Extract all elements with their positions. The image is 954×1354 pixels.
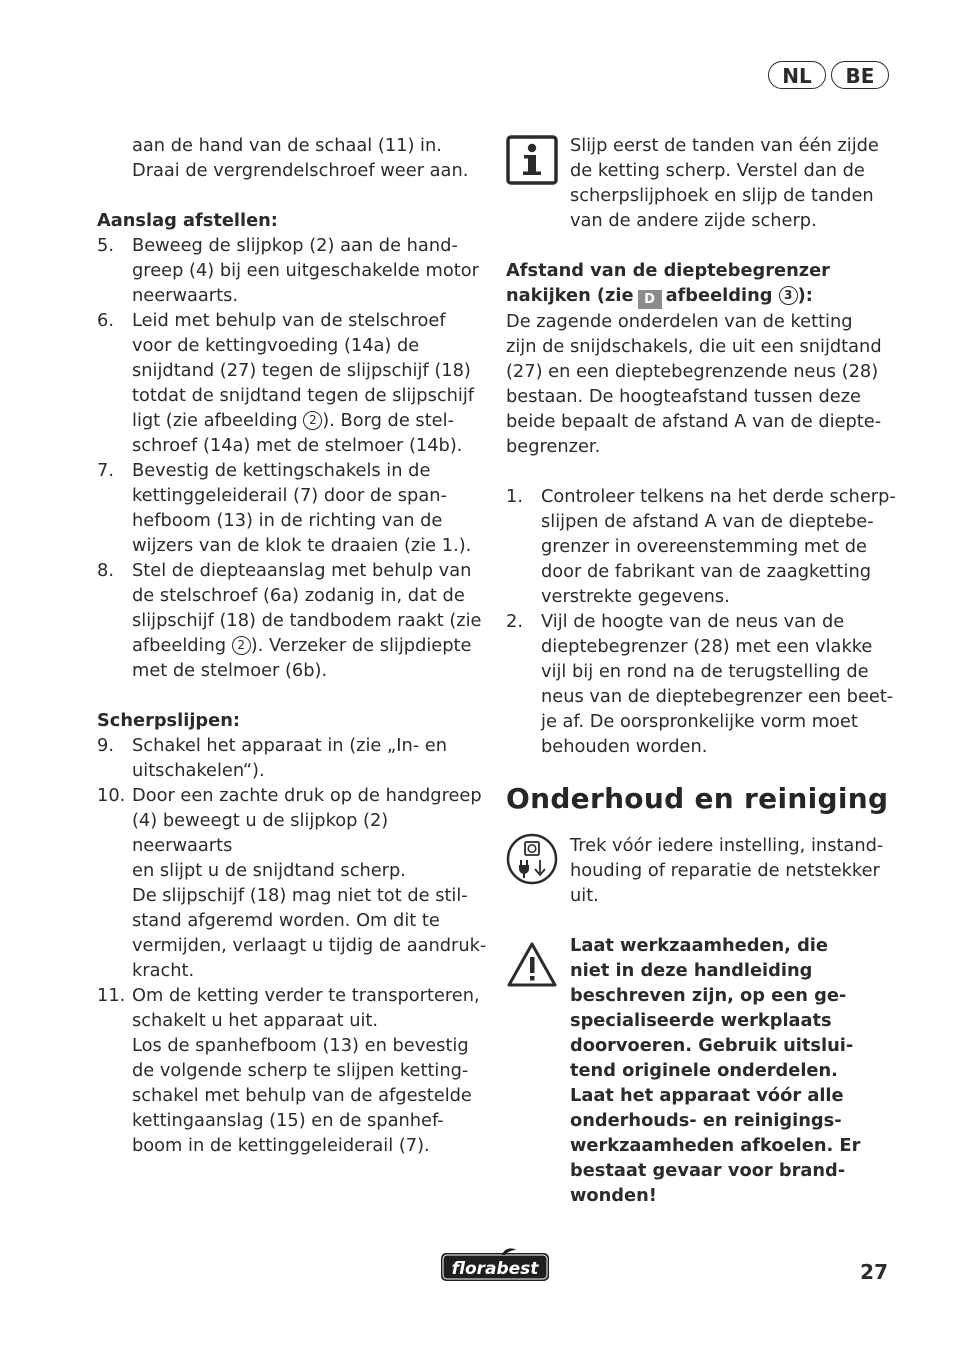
text-line: stand afgeremd worden. Om dit te [132, 910, 440, 931]
warning-icon [506, 933, 570, 996]
text-line: de stelschroef (6a) zodanig in, dat de [132, 585, 465, 606]
text-fragment: ): [797, 285, 813, 306]
text-line: scherpslijphoek en slijp de tanden [570, 185, 874, 206]
text-line: door de fabrikant van de zaagketting [541, 561, 872, 582]
list-item [97, 783, 487, 983]
text-line: uitschakelen“). [132, 760, 265, 781]
text-line: Trek vóór iedere instelling, instand- [570, 835, 884, 856]
step-number: 10. [97, 785, 126, 806]
step-number: 8. [97, 560, 114, 581]
text-line: je af. De oorspronkelijke vorm moet [541, 711, 858, 732]
depth-heading [506, 258, 896, 309]
warning-note [506, 933, 896, 1208]
figure-ref-circle: 3 [779, 286, 798, 305]
text-line: beschreven zijn, op een ge- [570, 985, 847, 1006]
step-number: 5. [97, 235, 114, 256]
text-fragment: ). Verzeker de slijpdiepte [250, 635, 472, 656]
text-line: schakel met behulp van de afgestelde [132, 1085, 472, 1106]
text-line: greep (4) bij een uitgeschakelde motor [132, 260, 479, 281]
text-line: aan de hand van de schaal (11) in. [132, 135, 442, 156]
list-item [97, 458, 487, 558]
sharpen-heading: Scherpslijpen: [97, 710, 240, 731]
text-line: bestaan. De hoogteafstand tussen deze [506, 386, 861, 407]
text-line: begrenzer. [506, 436, 601, 457]
text-fragment: ). Borg de stel- [322, 410, 454, 431]
text-line: slijpen de afstand A van de dieptebe- [541, 511, 874, 532]
figure-page-box: D [638, 290, 662, 309]
stop-heading: Aanslag afstellen: [97, 210, 278, 231]
text-line: kracht. [132, 960, 195, 981]
text-line: en slijpt u de snijdtand scherp. [132, 860, 406, 881]
text-line: tend originele onderdelen. [570, 1060, 838, 1081]
lang-badge-nl: NL [768, 61, 826, 89]
text-line: Om de ketting verder te transporteren, [132, 985, 480, 1006]
step-number: 6. [97, 310, 114, 331]
text-line: uit. [570, 885, 599, 906]
text-line: slijpschijf (18) de tandbodem raakt (zie [132, 610, 482, 631]
text-line: met de stelmoer (6b). [132, 660, 328, 681]
text-line: wijzers van de klok te draaien (zie 1.). [132, 535, 472, 556]
text-line: De zagende onderdelen van de ketting [506, 311, 853, 332]
text-fragment: Afstand van de dieptebegrenzer [506, 260, 830, 281]
text-line: beide bepaalt de afstand A van de diepte- [506, 411, 882, 432]
text-line: Leid met behulp van de stelschroef [132, 310, 446, 331]
left-column [97, 133, 487, 1158]
text-line: verstrekte gegevens. [541, 586, 730, 607]
step-number: 7. [97, 460, 114, 481]
text-line: schakelt u het apparaat uit. [132, 1010, 379, 1031]
figure-ref-circle: 2 [232, 636, 251, 655]
text-line: wonden! [570, 1185, 657, 1206]
text-fragment: afbeelding [132, 635, 232, 656]
text-line: Draai de vergrendelschroef weer aan. [132, 160, 469, 181]
text-line: Stel de diepteaanslag met behulp van [132, 560, 472, 581]
text-line: behouden worden. [541, 736, 708, 757]
text-fragment: ligt (zie afbeelding [132, 410, 304, 431]
plug-note [506, 833, 896, 908]
text-line: niet in deze handleiding [570, 960, 813, 981]
text-line: doorvoeren. Gebruik uitslui- [570, 1035, 854, 1056]
text-line: Laat het apparaat vóór alle [570, 1085, 844, 1106]
list-item [97, 308, 487, 458]
text-line: totdat de snijdtand tegen de slijpschijf [132, 385, 475, 406]
text-line: Door een zachte druk op de handgreep [132, 785, 482, 806]
page-number: 27 [860, 1260, 888, 1284]
text-fragment: afbeelding [665, 285, 773, 306]
text-line: de volgende scherp te slijpen ketting- [132, 1060, 469, 1081]
text-line: kettinggeleiderail (7) door de span- [132, 485, 447, 506]
text-fragment: nakijken (zie [506, 285, 634, 306]
text-line: hefboom (13) in de richting van de [132, 510, 443, 531]
step-number: 11. [97, 985, 126, 1006]
text-line: van de andere zijde scherp. [570, 210, 817, 231]
intro-paragraph [97, 133, 487, 183]
text-line: kettingaanslag (15) en de spanhef- [132, 1110, 444, 1131]
text-line: De slijpschijf (18) mag niet tot de stil- [132, 885, 468, 906]
text-line: (4) beweegt u de slijpkop (2) neerwaarts [132, 810, 389, 856]
text-line: snijdtand (27) tegen de slijpschijf (18) [132, 360, 471, 381]
stop-steps [97, 233, 487, 683]
depth-steps [506, 484, 896, 759]
text-line: neus van de dieptebegrenzer een beet- [541, 686, 894, 707]
text-line: Beweeg de slijpkop (2) aan de hand- [132, 235, 458, 256]
list-item [97, 233, 487, 308]
step-number: 2. [506, 611, 523, 632]
lang-badge-be: BE [831, 61, 889, 89]
depth-paragraph [506, 309, 896, 459]
language-badges [768, 61, 889, 89]
text-line: grenzer in overeenstemming met de [541, 536, 868, 557]
text-line [132, 633, 487, 658]
text-line: specialiseerde werkplaats [570, 1010, 832, 1031]
text-line: Vijl de hoogte van de neus van de [541, 611, 845, 632]
list-item [506, 609, 896, 759]
text-line: vermijden, verlaagt u tijdig de aandruk- [132, 935, 487, 956]
text-line: Laat werkzaamheden, die [570, 935, 828, 956]
text-line: zijn de snijdschakels, die uit een snijdtand [506, 336, 882, 357]
list-item [506, 484, 896, 609]
text-line: Los de spanhefboom (13) en bevestig [132, 1035, 469, 1056]
text-line: Slijp eerst de tanden van één zijde [570, 135, 879, 156]
text-line: Schakel het apparaat in (zie „In- en [132, 735, 448, 756]
text-line: neerwaarts. [132, 285, 238, 306]
logo-text: florabest [451, 1259, 539, 1279]
text-line: houding of reparatie de netstekker [570, 860, 880, 881]
text-line [132, 408, 487, 433]
right-column [506, 133, 896, 1208]
florabest-logo [440, 1247, 550, 1283]
list-item [97, 733, 487, 783]
unplug-icon [506, 833, 570, 892]
text-line: Bevestig de kettingschakels in de [132, 460, 431, 481]
section-title: Onderhoud en reiniging [506, 782, 889, 815]
text-line: de ketting scherp. Verstel dan de [570, 160, 865, 181]
step-number: 9. [97, 735, 114, 756]
list-item [97, 558, 487, 683]
info-icon [506, 133, 570, 192]
text-line: Controleer telkens na het derde scherp- [541, 486, 896, 507]
text-line: (27) en een dieptebegrenzende neus (28) [506, 361, 879, 382]
text-line: voor de kettingvoeding (14a) de [132, 335, 420, 356]
text-line: dieptebegrenzer (28) met een vlakke [541, 636, 873, 657]
text-line: bestaat gevaar voor brand- [570, 1160, 846, 1181]
text-line: werkzaamheden afkoelen. Er [570, 1135, 861, 1156]
info-note [506, 133, 896, 233]
text-line: vijl bij en rond na de terugstelling de [541, 661, 869, 682]
text-line: onderhouds- en reinigings- [570, 1110, 842, 1131]
list-item [97, 983, 487, 1158]
sharpen-steps [97, 733, 487, 1158]
figure-ref-circle: 2 [303, 411, 322, 430]
step-number: 1. [506, 486, 523, 507]
text-line: schroef (14a) met de stelmoer (14b). [132, 435, 463, 456]
text-line: boom in de kettinggeleiderail (7). [132, 1135, 430, 1156]
